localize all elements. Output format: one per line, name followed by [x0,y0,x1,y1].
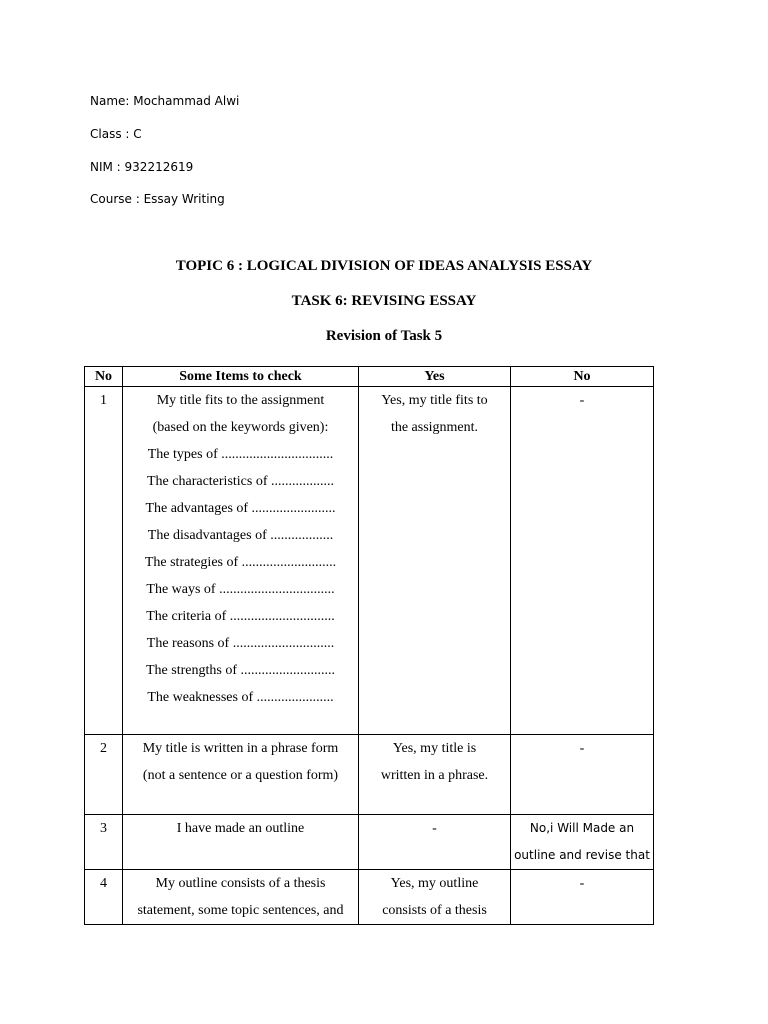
revision-heading: Revision of Task 5 [325,328,443,344]
yes-line: Yes, my outline [390,876,479,891]
row-number: 2 [85,735,123,815]
no-line: - [579,741,585,756]
yes-answer [359,735,511,815]
yes-answer [359,387,511,735]
item-line: statement, some topic sentences, and [137,903,344,918]
check-item [123,387,359,735]
no-answer [511,815,654,870]
item-line: My outline consists of a thesis [155,876,326,891]
item-line: The weaknesses of ...................... [147,690,334,705]
yes-line: written in a phrase. [380,768,489,783]
student-name: Name: Mochammad Alwi [90,94,240,108]
yes-line: Yes, my title fits to [381,393,488,408]
row-number: 1 [85,387,123,735]
item-line: The ways of ................................. [146,582,335,597]
item-line: The disadvantages of .................. [147,528,334,543]
check-item [123,815,359,870]
task-heading: TASK 6: REVISING ESSAY [291,293,477,309]
no-line: - [579,393,585,408]
table-header-row [85,367,654,387]
table-row [85,870,654,925]
yes-answer [359,815,511,870]
item-line: My title is written in a phrase form [142,741,339,756]
item-line: The characteristics of .................. [147,474,334,489]
yes-line: Yes, my title is [392,741,477,756]
yes-answer [359,870,511,925]
no-line: No,i Will Made an [529,821,635,835]
item-line: The strengths of ........................... [146,663,335,678]
item-line: My title fits to the assignment [156,393,325,408]
table-row [85,387,654,735]
header-items: Some Items to check [123,367,359,387]
course-name: Course : Essay Writing [90,192,225,206]
item-line: The strategies of ........................... [144,555,337,570]
item-line: The types of ................................ [147,447,334,462]
row-number: 3 [85,815,123,870]
topic-heading: TOPIC 6 : LOGICAL DIVISION OF IDEAS ANALYSIS ESSAY [175,258,593,274]
revision-checklist-table [84,366,654,925]
check-item [123,870,359,925]
student-class: Class : C [90,127,142,141]
item-line: The criteria of .............................. [146,609,335,624]
check-item [123,735,359,815]
item-line: I have made an outline [176,821,305,836]
yes-line: the assignment. [390,420,479,435]
student-nim: NIM : 932212619 [90,160,194,174]
no-line: outline and revise that [514,848,650,862]
row-number: 4 [85,870,123,925]
header-yes: Yes [359,367,511,387]
yes-line: consists of a thesis [382,903,487,918]
item-line: The advantages of ........................ [145,501,336,516]
item-line: The reasons of ............................. [146,636,335,651]
header-no: No [85,367,123,387]
no-answer [511,735,654,815]
item-line: (based on the keywords given): [152,420,329,435]
no-line: - [579,876,585,891]
no-answer [511,387,654,735]
item-line: (not a sentence or a question form) [142,768,339,783]
table-row [85,815,654,870]
no-answer [511,870,654,925]
yes-line: - [432,821,437,836]
table-row [85,735,654,815]
header-no-answer: No [511,367,654,387]
